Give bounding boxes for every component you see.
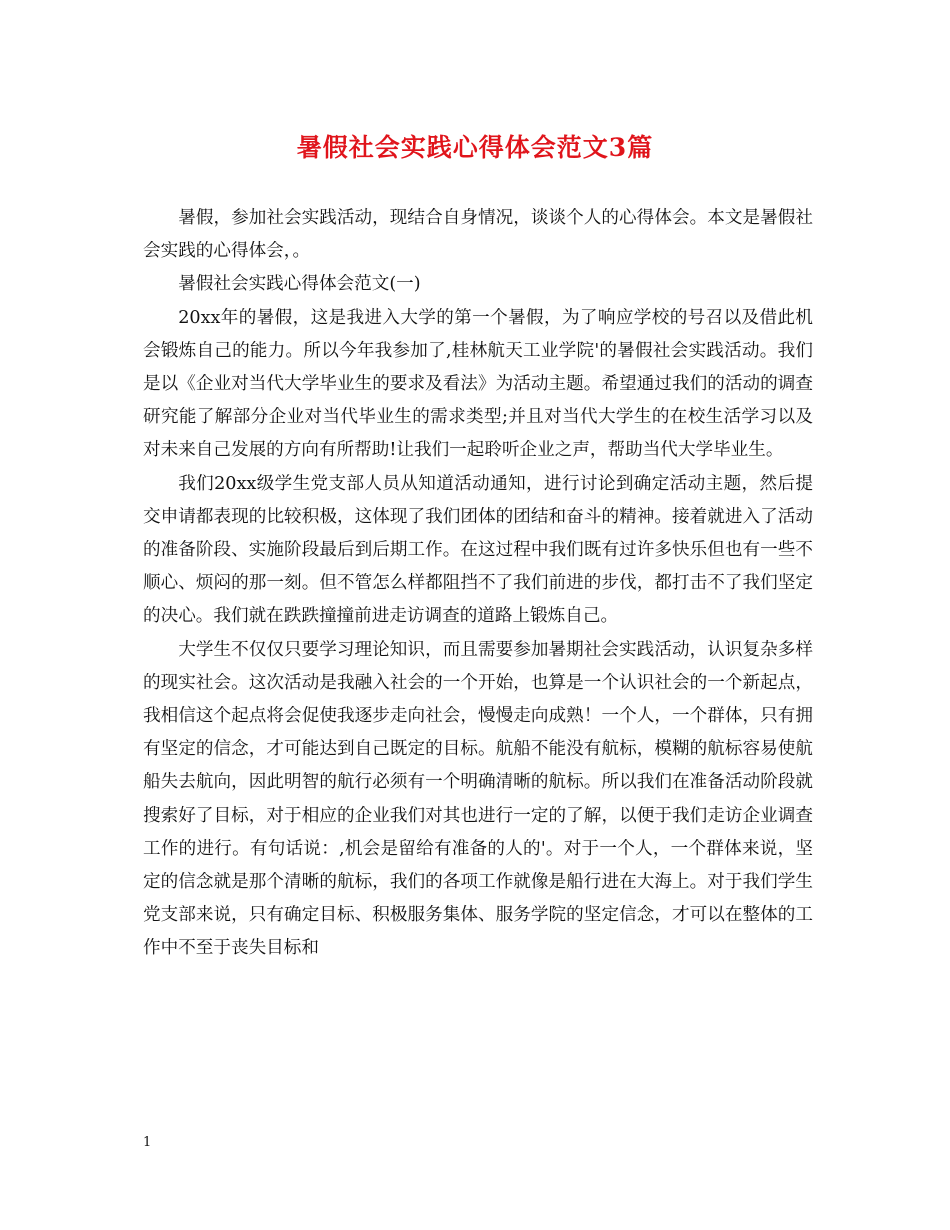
body-paragraph: 我们20xx级学生党支部人员从知道活动通知，进行讨论到确定活动主题，然后提交申请都表现的比较积极，这体现了我们团体的团结和奋斗的精神。接着就进入了活动的准备阶段、实施阶段最后到后期工作。在这过程中我们既有过许多快乐但也有一些不顺心、烦闷的那一刻。但不管怎么样都阻挡不了我们前进的步伐，都打击不了我们坚定的决心。我们就在跌跌撞撞前进走访调查的道路上锻炼自己。	[143, 473, 813, 627]
intro-paragraph: 暑假，参加社会实践活动，现结合自身情况，谈谈个人的心得体会。本文是暑假社会实践的心得体会，。	[143, 208, 813, 262]
section-heading: 暑假社会实践心得体会范文(一)	[178, 274, 421, 295]
body-paragraph: 20xx年的暑假，这是我进入大学的第一个暑假，为了响应学校的号召以及借此机会锻炼自己的能力。所以今年我参加了,桂林航天工业学院'的暑假社会实践活动。我们是以《企业对当代大学毕业生的要求及看法》为活动主题。希望通过我们的活动的调查研究能了解部分企业对当代毕业生的需求类型;并且对当代大学生的在校生活学习以及对未来自己发展的方向有所帮助!让我们一起聆听企业之声，帮助当代大学毕业生。	[143, 307, 813, 461]
page-number: 1	[143, 1135, 152, 1150]
body-paragraph: 大学生不仅仅只要学习理论知识，而且需要参加暑期社会实践活动，认识复杂多样的现实社会。这次活动是我融入社会的一个开始，也算是一个认识社会的一个新起点，我相信这个起点将会促使我逐步走向社会，慢慢走向成熟！一个人，一个群体，只有拥有坚定的信念，才可能达到自己既定的目标。航船不能没有航标，模糊的航标容易使航船失去航向，因此明智的航行必须有一个明确清晰的航标。所以我们在准备活动阶段就搜索好了目标，对于相应的企业我们对其也进行一定的了解，以便于我们走访企业调查工作的进行。有句话说：,机会是留给有准备的人的'。对于一个人，一个群体来说，坚定的信念就是那个清晰的航标，我们的各项工作就像是船行进在大海上。对于我们学生党支部来说，只有确定目标、积极服务集体、服务学院的坚定信念，才可以在整体的工作中不至于丧失目标和	[143, 639, 813, 959]
document-body	[143, 202, 813, 966]
document-title: 暑假社会实践心得体会范文3篇	[296, 133, 654, 162]
